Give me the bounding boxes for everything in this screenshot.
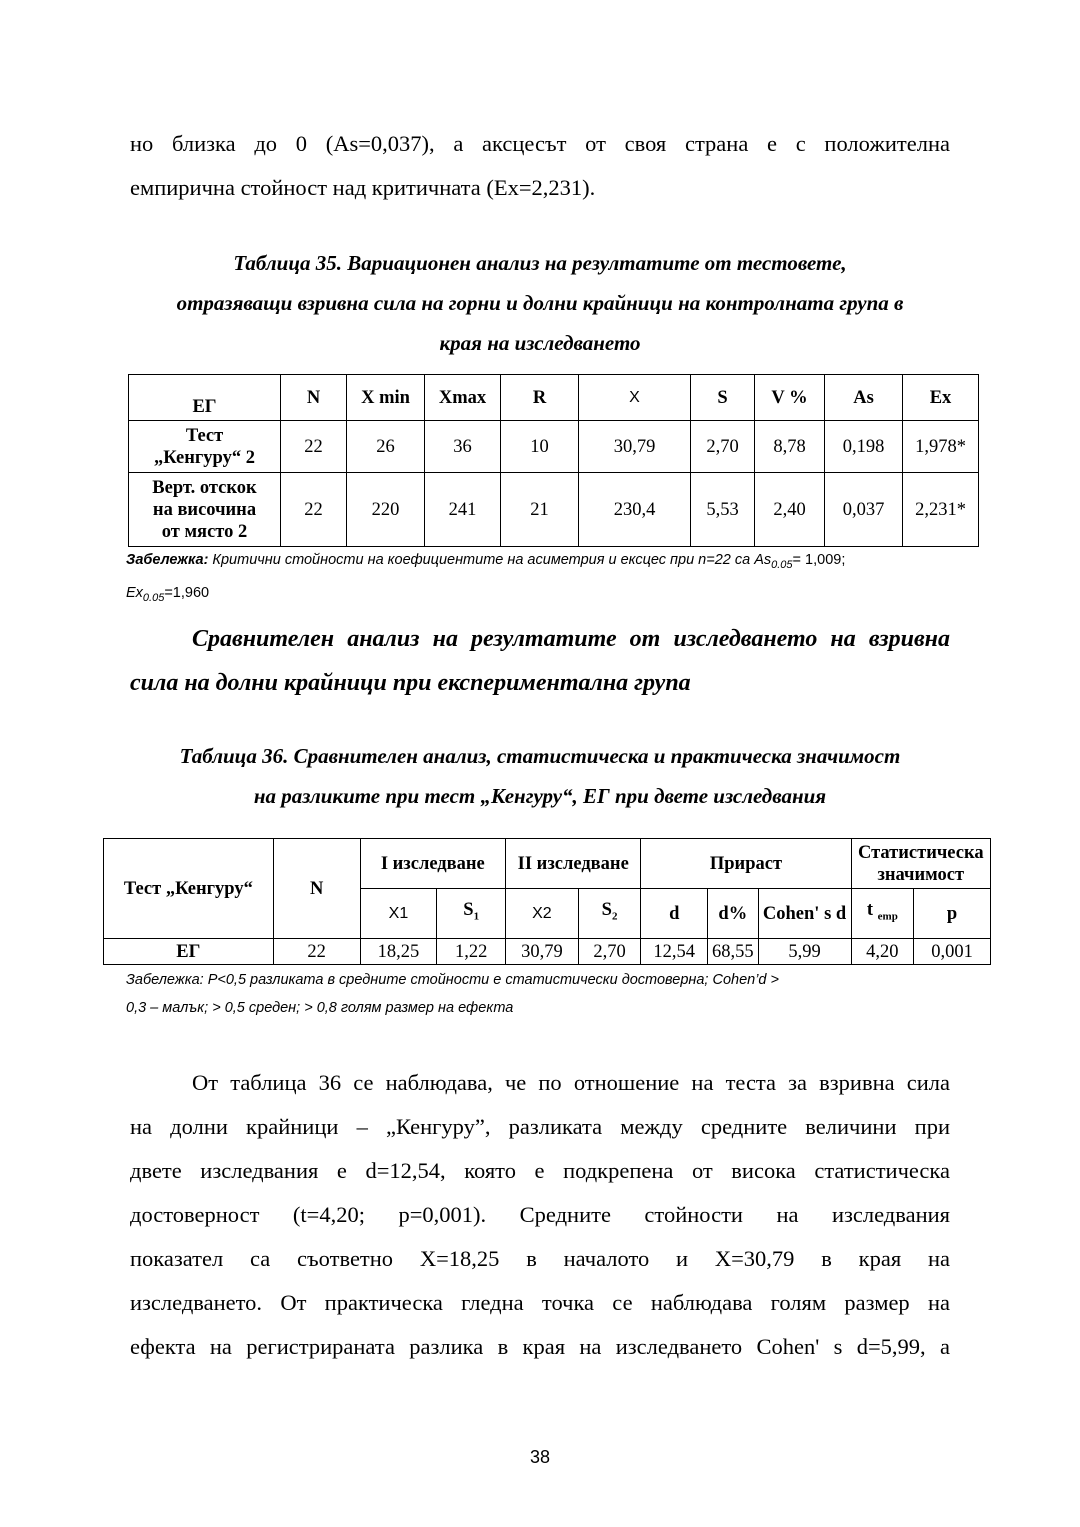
table35-cell: 2,40 xyxy=(755,473,825,547)
table35-row2-label-line3: от място 2 xyxy=(161,521,248,542)
intro-line-1: но близка до 0 (As=0,037), а аксцесът от своя страна е с положителна xyxy=(130,131,950,156)
table35-header-n: N xyxy=(281,375,347,421)
table36-cell: 18,25 xyxy=(360,939,437,965)
table36-cell: 68,55 xyxy=(708,939,759,965)
table35-caption-line-2: отразяващи взривна сила на горни и долни крайници на контролната група в xyxy=(176,291,904,315)
table36-row-label: ЕГ xyxy=(104,939,274,965)
table36-sub-s2-main: S xyxy=(601,900,612,921)
table35-note-as-sub: 0.05 xyxy=(771,558,793,571)
section-heading xyxy=(130,617,950,705)
table35-note-as-value: = 1,009; xyxy=(792,552,846,568)
table36-cell: 12,54 xyxy=(641,939,708,965)
body-paragraph xyxy=(130,1061,950,1369)
table35-cell: 5,53 xyxy=(691,473,755,547)
table36-sub-p: p xyxy=(914,889,991,939)
table35-header-row xyxy=(129,375,979,421)
body-line: изследването. От практическа гледна точка се наблюдава голям размер на xyxy=(130,1290,950,1315)
table35-cell: 1,978* xyxy=(903,421,979,473)
body-line: ефекта на регистрираната разлика в края на изследването Cohen' s d=5,99, а xyxy=(130,1334,950,1359)
table35-cell: 2,70 xyxy=(691,421,755,473)
table35-header-eg: ЕГ xyxy=(129,375,281,421)
table35-header-r: R xyxy=(501,375,579,421)
table36-cell: 4,20 xyxy=(851,939,914,965)
table35-note-label: Забележка: xyxy=(126,552,209,568)
table36-caption-line-2: на разликите при тест „Кенгуру“, ЕГ при двете изследвания xyxy=(253,784,827,808)
table35-cell: 26 xyxy=(347,421,425,473)
table36-cell: 22 xyxy=(273,939,360,965)
table35-header-s: S xyxy=(691,375,755,421)
table35-header-xmax: Xmax xyxy=(425,375,501,421)
table35-header-as: As xyxy=(825,375,903,421)
table36-cell: 1,22 xyxy=(437,939,506,965)
table36-cell: 2,70 xyxy=(578,939,641,965)
table-row xyxy=(129,421,979,473)
table36-sub-s1-index: 1 xyxy=(473,910,480,923)
table36-caption xyxy=(115,736,965,816)
table36-header-row xyxy=(104,839,991,889)
table35-cell: 241 xyxy=(425,473,501,547)
table36-caption-line-1: Таблица 36. Сравнителен анализ, статистическа и практическа значимост xyxy=(179,744,901,768)
table35-header-v: V % xyxy=(755,375,825,421)
table36-header-gain: Прираст xyxy=(641,839,851,889)
table36-sub-t xyxy=(851,889,914,939)
table35-cell: 10 xyxy=(501,421,579,473)
table35 xyxy=(128,374,979,547)
table36-sub-s1-main: S xyxy=(463,900,474,921)
table36-sub-s2-index: 2 xyxy=(611,910,618,923)
table36-sub-x1: X1 xyxy=(360,889,437,939)
table-row xyxy=(104,939,991,965)
table35-note-text: Критични стойности на коефициентите на асиметрия и ексцес при n=22 са As xyxy=(208,552,772,568)
table35-row2-label xyxy=(129,473,281,547)
section-heading-line-2: сила на долни крайници при експериментална група xyxy=(130,670,691,696)
table35-note-line1 xyxy=(126,546,966,579)
table35-header-ex: Ex xyxy=(903,375,979,421)
table35-note xyxy=(126,546,966,612)
table36-sub-d: d xyxy=(641,889,708,939)
table35-header-x: X xyxy=(579,375,691,421)
table35-cell: 22 xyxy=(281,473,347,547)
table35-row2-label-line1: Верт. отскок xyxy=(152,477,257,498)
table35-cell: 36 xyxy=(425,421,501,473)
body-line: на долни крайници – „Кенгуру”, разликата между средните величини при xyxy=(130,1114,950,1139)
table36-note-line2: 0,3 – малък; > 0,5 среден; > 0,8 голям размер на ефекта xyxy=(126,1000,514,1016)
body-line: достоверност (t=4,20; p=0,001). Средните стойности на изследвания xyxy=(130,1202,950,1227)
table36-cell: 30,79 xyxy=(506,939,579,965)
table36-header-second: II изследване xyxy=(506,839,641,889)
body-line: показател са съответно X=18,25 в началото и X=30,79 в края на xyxy=(130,1246,950,1271)
table36-cell: 0,001 xyxy=(914,939,991,965)
table36 xyxy=(103,838,991,965)
table36-sub-cohen: Cohen' s d xyxy=(758,889,851,939)
table36-sub-s1 xyxy=(437,889,506,939)
table36-header-n: N xyxy=(273,839,360,939)
table35-cell: 2,231* xyxy=(903,473,979,547)
table36-sub-t-main: t xyxy=(866,900,874,921)
table36-sub-s2 xyxy=(578,889,641,939)
table35-header-xmin: X min xyxy=(347,375,425,421)
table35-row2-label-line2: на височина xyxy=(152,499,257,520)
table36-header-first: I изследване xyxy=(360,839,505,889)
table35-note-ex: Ex xyxy=(126,584,143,601)
table35-row1-label-line1: Тест xyxy=(185,425,224,446)
table35-note-ex-value: =1,960 xyxy=(164,584,210,601)
table36-sub-x2: X2 xyxy=(506,889,579,939)
table35-cell: 21 xyxy=(501,473,579,547)
table36-cell: 5,99 xyxy=(758,939,851,965)
table36-header-test: Тест „Кенгуру“ xyxy=(104,839,274,939)
table35-caption-line-3: края на изследването xyxy=(439,331,641,355)
table35-cell: 230,4 xyxy=(579,473,691,547)
table35-note-line2 xyxy=(126,579,966,612)
table35-cell: 0,198 xyxy=(825,421,903,473)
table35-row1-label-line2: „Кенгуру“ 2 xyxy=(154,447,255,468)
page-number: 38 xyxy=(529,1447,551,1467)
table35-cell: 220 xyxy=(347,473,425,547)
table35-caption-line-1: Таблица 35. Вариационен анализ на резултатите от тестовете, xyxy=(233,251,847,275)
table36-header-sig: Статистическа значимост xyxy=(851,839,990,889)
table36-sub-dpct: d% xyxy=(708,889,759,939)
table-row xyxy=(129,473,979,547)
table35-cell: 8,78 xyxy=(755,421,825,473)
table36-note xyxy=(126,966,966,1022)
table35-cell: 30,79 xyxy=(579,421,691,473)
table36-sub-t-index: emp xyxy=(877,910,898,923)
table35-caption xyxy=(115,243,965,363)
intro-paragraph xyxy=(130,122,950,210)
section-heading-line-1: Сравнителен анализ на резултатите от изследването на взривна xyxy=(192,626,950,652)
intro-line-2: емпирична стойност над критичната (Ex=2,231). xyxy=(130,175,596,200)
table35-row1-label xyxy=(129,421,281,473)
table35-cell: 22 xyxy=(281,421,347,473)
body-line: двете изследвания е d=12,54, която е подкрепена от висока статистическа xyxy=(130,1158,950,1183)
table35-note-ex-sub: 0.05 xyxy=(142,591,165,604)
table35-cell: 0,037 xyxy=(825,473,903,547)
table36-note-line1: Забележка: P<0,5 разликата в средните стойности е статистически достоверна; Cohen’d > xyxy=(126,972,779,988)
body-line: От таблица 36 се наблюдава, че по отношение на теста за взривна сила xyxy=(192,1070,950,1095)
